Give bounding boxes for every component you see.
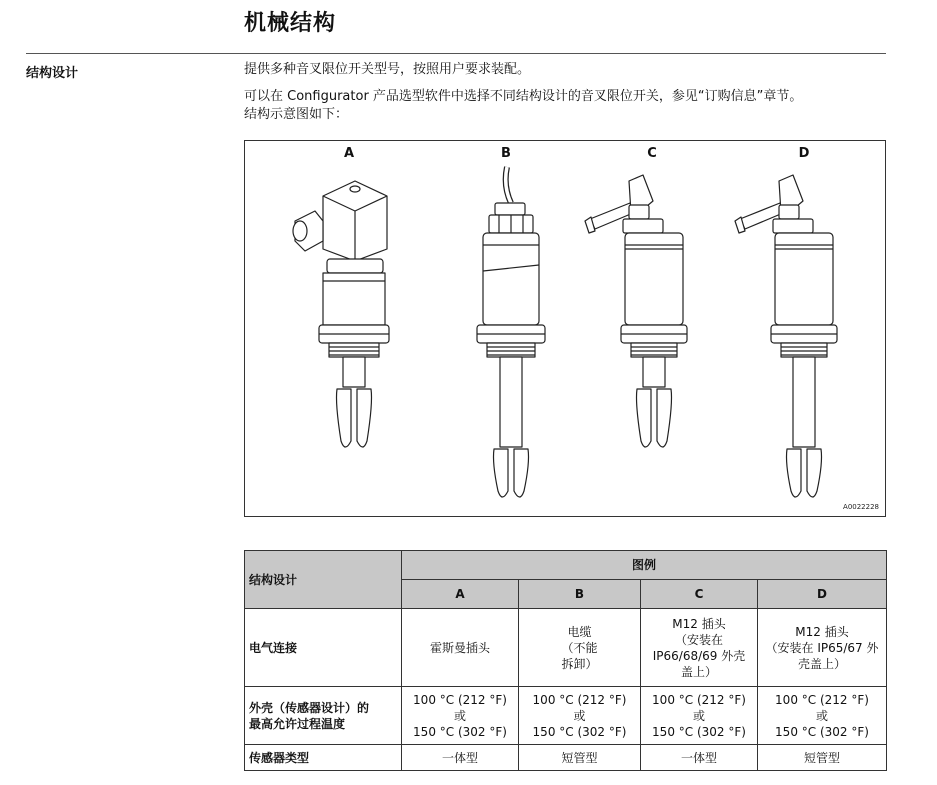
figure-label-c: C [647,146,657,161]
cell-sensor-type-d: 短管型 [758,745,887,771]
section-label: 结构设计 [26,66,79,81]
cell-temperature-d [758,687,887,745]
row-label-line: 外壳（传感器设计）的 [249,700,370,715]
switch-drawings [245,141,885,516]
switch-a-drawing [293,181,389,447]
figure-label-d: D [798,146,810,161]
legend-header: 图例 [402,551,887,580]
cell-text: 或 [816,708,829,723]
column-header-d: D [758,580,887,609]
table-row-electrical [245,609,887,687]
row-label-electrical: 电气连接 [245,609,402,687]
configurator-text: 可以在 Configurator 产品选型软件中选择不同结构设计的音叉限位开关，参见“订购信息”章节。 [244,89,803,104]
switch-d-drawing [735,175,837,497]
row-label-temperature [245,687,402,745]
row-label-sensor-type: 传感器类型 [245,745,402,771]
diagram-intro-text: 结构示意图如下： [244,107,349,122]
cell-electrical-b [519,609,641,687]
figure-label-b: B [501,146,511,161]
cell-electrical-a [402,609,519,687]
cell-text: 或 [453,708,466,723]
figure-code: A0022228 [843,503,879,511]
cell-text: 100 °C (212 °F) [652,692,746,707]
cell-text: 壳盖上） [798,656,847,671]
cell-text: 100 °C (212 °F) [775,692,869,707]
cell-sensor-type-c: 一体型 [641,745,758,771]
table-corner-header: 结构设计 [245,551,402,609]
cell-text: 150 °C (302 °F) [532,724,627,739]
cell-text: 150 °C (302 °F) [775,724,869,739]
column-header-b: B [519,580,641,609]
column-header-c: C [641,580,758,609]
cell-text: 霍斯曼插头 [429,640,490,655]
cell-text: 盖上） [680,664,717,679]
configurator-paragraph [244,88,894,124]
cell-sensor-type-b: 短管型 [519,745,641,771]
cell-temperature-c [641,687,758,745]
cell-text: （不能 [561,640,598,655]
switch-c-drawing [585,175,687,447]
cell-text: 或 [573,708,586,723]
cell-temperature-b [519,687,641,745]
cell-text: 拆卸） [561,656,598,671]
design-spec-table [244,550,887,771]
figure-label-a: A [343,146,355,161]
cell-temperature-a [402,687,519,745]
table-header-row [245,551,887,580]
table-row-temperature [245,687,887,745]
cell-sensor-type-a: 一体型 [402,745,519,771]
cell-text: （安装在 [674,632,723,647]
row-label-line: 最高允许过程温度 [249,716,346,731]
intro-paragraph: 提供多种音叉限位开关型号，按照用户要求装配。 [244,62,531,77]
cell-text: 或 [692,708,705,723]
column-header-a: A [402,580,519,609]
cell-text: M12 插头 [795,624,849,639]
cell-text: （安装在 IP65/67 外 [765,640,879,655]
switch-designs-figure [244,140,886,517]
cell-electrical-c [641,609,758,687]
table-row-sensor-type [245,745,887,771]
cell-text: M12 插头 [672,616,726,631]
cell-text: 电缆 [567,624,592,639]
cell-text: 100 °C (212 °F) [532,692,627,707]
cell-text: 100 °C (212 °F) [413,692,507,707]
switch-b-drawing [477,167,545,497]
cell-text: 150 °C (302 °F) [652,724,746,739]
cell-text: IP66/68/69 外壳 [652,648,746,663]
section-divider [26,53,886,54]
cell-text: 150 °C (302 °F) [413,724,507,739]
page-heading: 机械结构 [244,11,337,36]
cell-electrical-d [758,609,887,687]
